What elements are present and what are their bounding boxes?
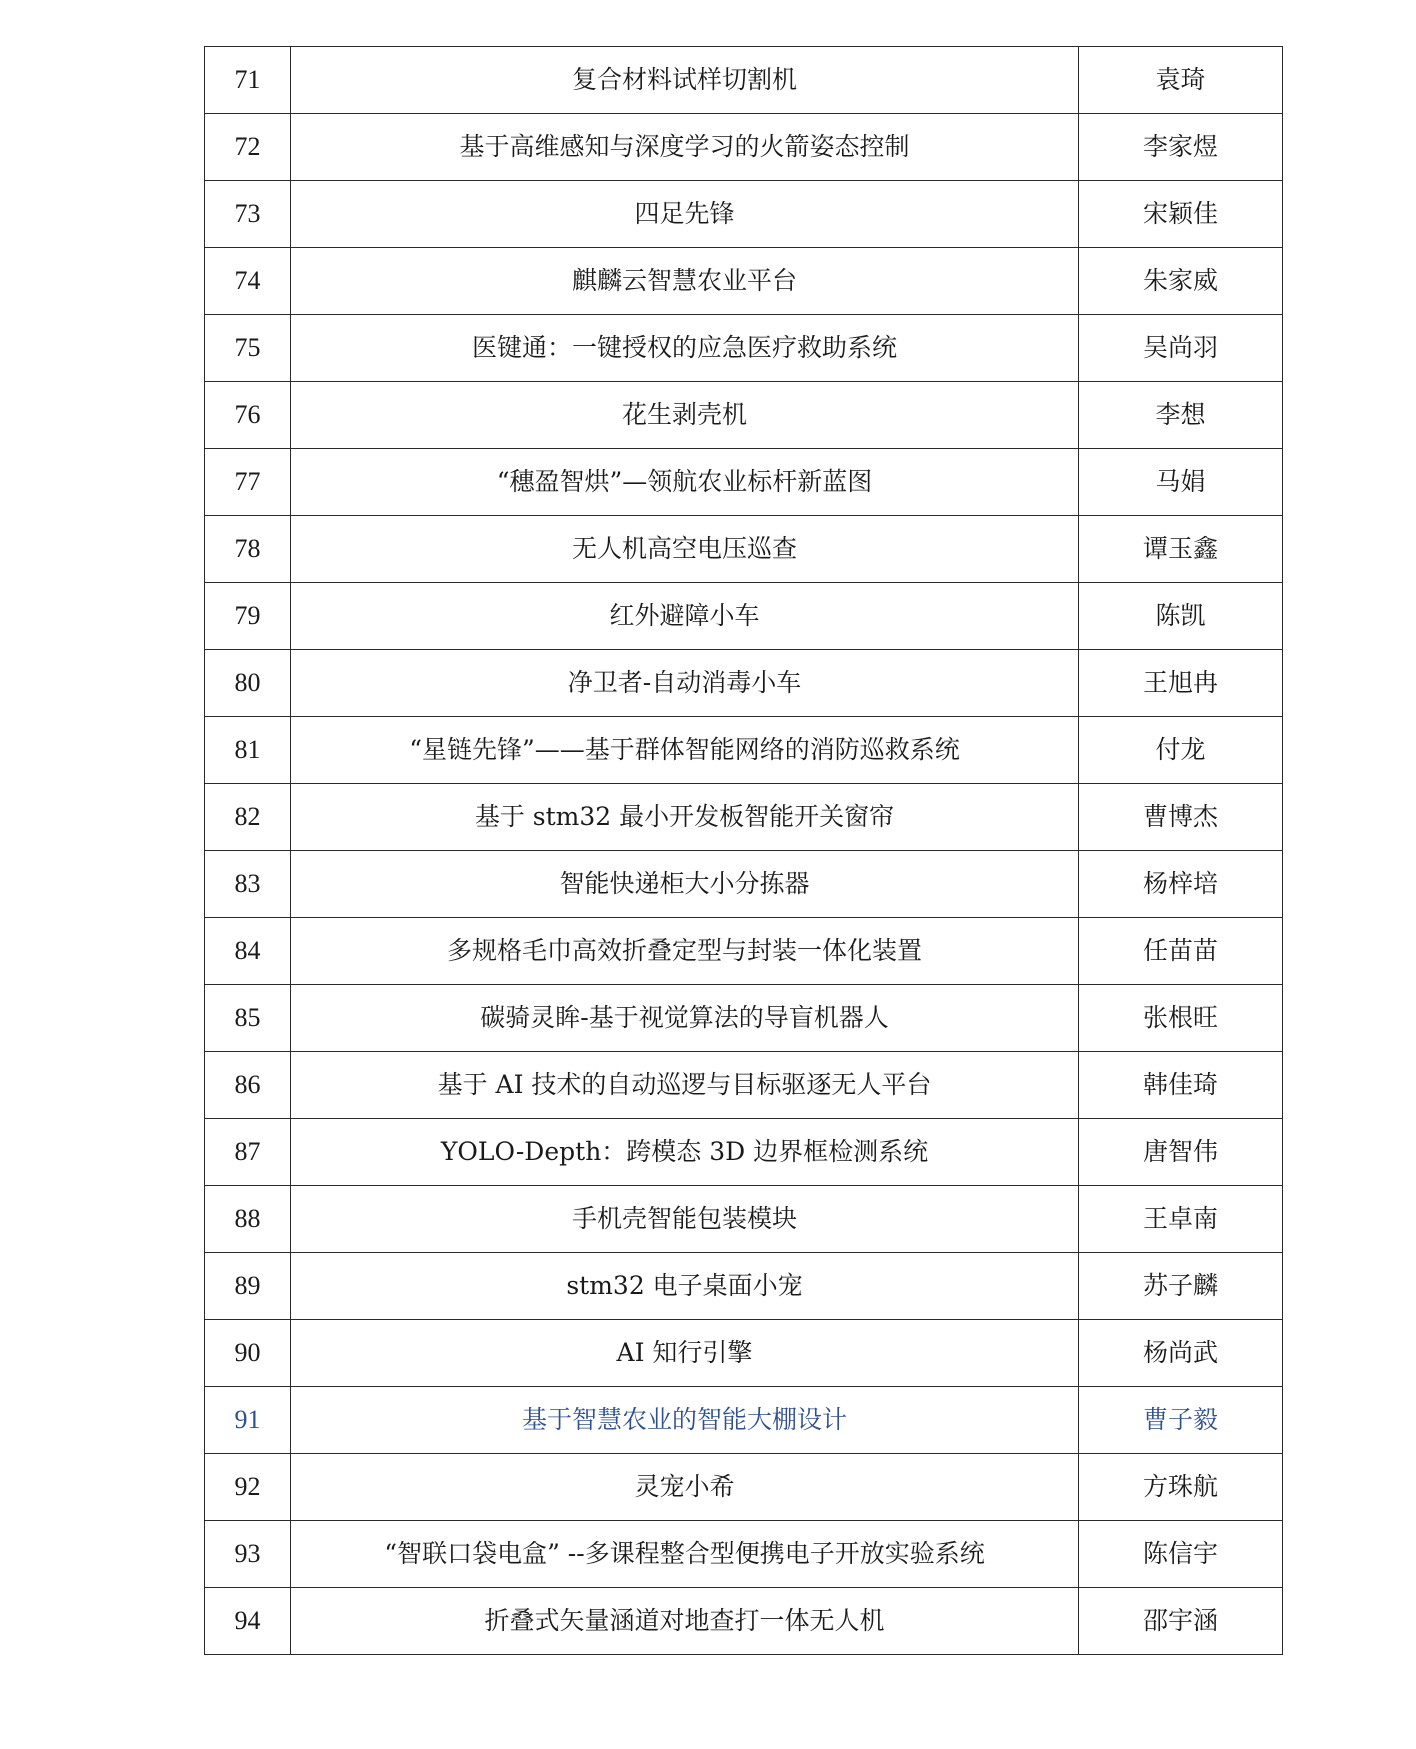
project-title: stm32 电子桌面小宠	[291, 1253, 1079, 1320]
project-title: “智联口袋电盒” --多课程整合型便携电子开放实验系统	[291, 1521, 1079, 1588]
row-number: 92	[205, 1454, 291, 1521]
project-title: “星链先锋”——基于群体智能网络的消防巡救系统	[291, 717, 1079, 784]
row-number: 87	[205, 1119, 291, 1186]
project-title: 基于智慧农业的智能大棚设计	[291, 1387, 1079, 1454]
project-leader: 陈凯	[1079, 583, 1283, 650]
project-leader: 曹博杰	[1079, 784, 1283, 851]
table-row	[205, 1186, 1283, 1253]
table-row	[205, 248, 1283, 315]
row-number: 91	[205, 1387, 291, 1454]
project-leader: 唐智伟	[1079, 1119, 1283, 1186]
project-leader: 马娟	[1079, 449, 1283, 516]
row-number: 93	[205, 1521, 291, 1588]
project-title: “穗盈智烘”—领航农业标杆新蓝图	[291, 449, 1079, 516]
table-row	[205, 650, 1283, 717]
project-leader: 付龙	[1079, 717, 1283, 784]
row-number: 77	[205, 449, 291, 516]
row-number: 78	[205, 516, 291, 583]
row-number: 73	[205, 181, 291, 248]
project-title: 无人机高空电压巡查	[291, 516, 1079, 583]
table-row	[205, 583, 1283, 650]
project-title: 基于 stm32 最小开发板智能开关窗帘	[291, 784, 1079, 851]
table-row	[205, 851, 1283, 918]
table-row	[205, 1253, 1283, 1320]
table-row	[205, 114, 1283, 181]
table-row	[205, 449, 1283, 516]
project-leader: 陈信宇	[1079, 1521, 1283, 1588]
row-number: 83	[205, 851, 291, 918]
project-title: 灵宠小希	[291, 1454, 1079, 1521]
table-row	[205, 181, 1283, 248]
row-number: 80	[205, 650, 291, 717]
row-number: 72	[205, 114, 291, 181]
project-leader: 王卓南	[1079, 1186, 1283, 1253]
table-row	[205, 1052, 1283, 1119]
project-leader: 李家煜	[1079, 114, 1283, 181]
project-leader: 宋颖佳	[1079, 181, 1283, 248]
table-row	[205, 1588, 1283, 1655]
project-title: 麒麟云智慧农业平台	[291, 248, 1079, 315]
project-leader: 谭玉鑫	[1079, 516, 1283, 583]
project-title: 多规格毛巾高效折叠定型与封装一体化装置	[291, 918, 1079, 985]
row-number: 86	[205, 1052, 291, 1119]
project-title: 基于高维感知与深度学习的火箭姿态控制	[291, 114, 1079, 181]
table-row	[205, 1119, 1283, 1186]
table-row	[205, 784, 1283, 851]
row-number: 76	[205, 382, 291, 449]
project-leader: 朱家威	[1079, 248, 1283, 315]
project-leader: 吴尚羽	[1079, 315, 1283, 382]
project-leader: 任苗苗	[1079, 918, 1283, 985]
project-title: 净卫者-自动消毒小车	[291, 650, 1079, 717]
row-number: 84	[205, 918, 291, 985]
row-number: 88	[205, 1186, 291, 1253]
project-title: 手机壳智能包装模块	[291, 1186, 1079, 1253]
row-number: 89	[205, 1253, 291, 1320]
table-row	[205, 717, 1283, 784]
project-title: AI 知行引擎	[291, 1320, 1079, 1387]
row-number: 71	[205, 47, 291, 114]
project-leader: 邵宇涵	[1079, 1588, 1283, 1655]
project-leader: 李想	[1079, 382, 1283, 449]
project-leader: 王旭冉	[1079, 650, 1283, 717]
table-row	[205, 516, 1283, 583]
row-number: 82	[205, 784, 291, 851]
table-row	[205, 1320, 1283, 1387]
project-title: 基于 AI 技术的自动巡逻与目标驱逐无人平台	[291, 1052, 1079, 1119]
project-title: 折叠式矢量涵道对地查打一体无人机	[291, 1588, 1079, 1655]
project-leader: 杨尚武	[1079, 1320, 1283, 1387]
project-title: 复合材料试样切割机	[291, 47, 1079, 114]
project-title: 碳骑灵眸-基于视觉算法的导盲机器人	[291, 985, 1079, 1052]
row-number: 79	[205, 583, 291, 650]
project-leader: 杨梓培	[1079, 851, 1283, 918]
row-number: 74	[205, 248, 291, 315]
project-title: 花生剥壳机	[291, 382, 1079, 449]
row-number: 75	[205, 315, 291, 382]
row-number: 94	[205, 1588, 291, 1655]
project-title: 智能快递柜大小分拣器	[291, 851, 1079, 918]
project-leader: 韩佳琦	[1079, 1052, 1283, 1119]
table-row	[205, 1521, 1283, 1588]
row-number: 85	[205, 985, 291, 1052]
project-leader: 袁琦	[1079, 47, 1283, 114]
project-title: 红外避障小车	[291, 583, 1079, 650]
table-row-highlighted	[205, 1387, 1283, 1454]
project-leader: 曹子毅	[1079, 1387, 1283, 1454]
table-row	[205, 918, 1283, 985]
table-row	[205, 382, 1283, 449]
project-title: 医键通：一键授权的应急医疗救助系统	[291, 315, 1079, 382]
table-row	[205, 985, 1283, 1052]
table-row	[205, 47, 1283, 114]
table-row	[205, 315, 1283, 382]
project-title: YOLO-Depth：跨模态 3D 边界框检测系统	[291, 1119, 1079, 1186]
row-number: 81	[205, 717, 291, 784]
project-leader: 方珠航	[1079, 1454, 1283, 1521]
table-row	[205, 1454, 1283, 1521]
project-table	[204, 46, 1283, 1655]
project-title: 四足先锋	[291, 181, 1079, 248]
project-table-body	[205, 47, 1283, 1655]
project-leader: 苏子麟	[1079, 1253, 1283, 1320]
project-leader: 张根旺	[1079, 985, 1283, 1052]
row-number: 90	[205, 1320, 291, 1387]
